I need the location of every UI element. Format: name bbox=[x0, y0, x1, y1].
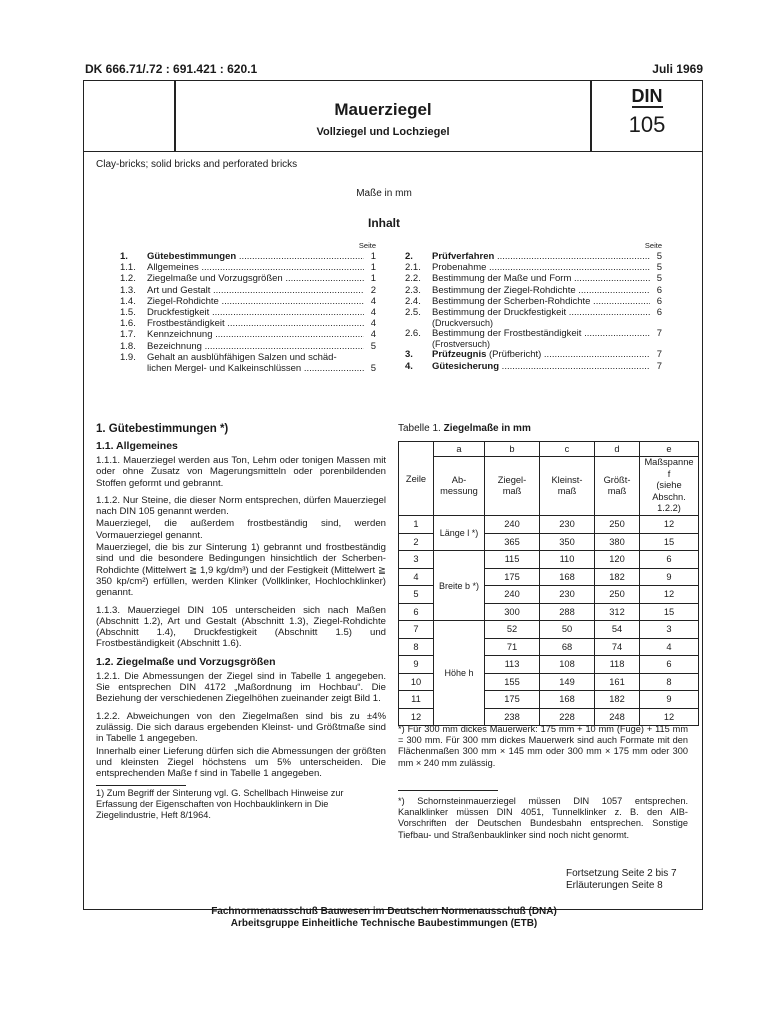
toc-entry-page: 5 bbox=[370, 362, 376, 374]
table-cell-value: 52 bbox=[485, 621, 540, 639]
table-cell-value: 12 bbox=[640, 708, 699, 726]
toc-entry-page: 7 bbox=[656, 349, 662, 361]
toc-entry-page: 1 bbox=[370, 273, 376, 285]
table-cell-zeile: 5 bbox=[399, 586, 434, 604]
toc-entry-title-text: Bezeichnung bbox=[147, 340, 202, 352]
table-cell-value: 350 bbox=[540, 533, 595, 551]
toc-entry-title bbox=[147, 296, 364, 307]
table-cell-value: 6 bbox=[640, 656, 699, 674]
toc-entry-page: 5 bbox=[656, 251, 662, 262]
table-cell-value: 250 bbox=[595, 516, 640, 534]
table-column-letter: e bbox=[640, 442, 699, 457]
toc-entry-title-text: Ziegel-Rohdichte bbox=[147, 295, 219, 307]
table-cell-value: 113 bbox=[485, 656, 540, 674]
table-cell-value: 12 bbox=[640, 586, 699, 604]
toc-entry-page: 5 bbox=[370, 340, 376, 352]
toc-entry-page: 4 bbox=[370, 329, 376, 341]
toc-entry-title bbox=[147, 363, 364, 374]
toc-entry-title-text: Prüfzeugnis bbox=[432, 349, 487, 361]
toc-entry bbox=[120, 262, 376, 273]
toc-entry-page: 4 bbox=[370, 318, 376, 330]
table-title-prefix: Tabelle 1. bbox=[398, 423, 441, 434]
table-cell-zeile: 8 bbox=[399, 638, 434, 656]
table-cell-value: 250 bbox=[595, 586, 640, 604]
table-letter-row bbox=[399, 442, 699, 457]
toc-page-label: Seite bbox=[644, 241, 662, 250]
toc-entry-title-text: Gehalt an ausblühfähigen Salzen und schäd- bbox=[147, 351, 337, 363]
toc-entry-number: 2.3. bbox=[405, 284, 421, 296]
table-title bbox=[398, 423, 531, 434]
toc-entry-title bbox=[147, 307, 364, 318]
table-cell bbox=[399, 442, 434, 516]
toc-entry bbox=[120, 329, 376, 340]
toc-entry bbox=[120, 352, 376, 363]
table-cell-value: 240 bbox=[485, 586, 540, 604]
toc-entry-title-text: Bestimmung der Maße und Form bbox=[432, 273, 572, 285]
table-column-letter: b bbox=[485, 442, 540, 457]
toc-entry bbox=[405, 285, 662, 296]
toc-entry-title-text: Bestimmung der Scherben-Rohdichte bbox=[432, 295, 591, 307]
table-cell-zeile: 11 bbox=[399, 691, 434, 709]
din-number: 105 bbox=[628, 112, 666, 137]
toc-entry-title-text: Bestimmung der Druckfestigkeit bbox=[432, 306, 567, 318]
table-cell-value: 161 bbox=[595, 673, 640, 691]
toc-entry-page: 6 bbox=[656, 306, 662, 318]
table-row bbox=[399, 551, 699, 569]
table-cell-value: 110 bbox=[540, 551, 595, 569]
toc-entry-number: 2.5. bbox=[405, 306, 421, 318]
toc-entry-number: 4. bbox=[405, 360, 413, 372]
paragraph: Mauerziegel, die bis zur Sinterung 1) gebrannt und frostbeständig sind und die besondere Bedingungen hinsichtlich der Scherben-Rohdichte (Mittelwert ≧ 1,9 kg/dm³) und der Festigkeit (Mittelwert ≧ 350 kp/cm²) erfüllen, werden Klinker (Vollklinker, Hochlochklinker) genannt. bbox=[96, 542, 386, 599]
toc-entry-title bbox=[147, 341, 364, 352]
table-header-cell: Ziegel- maß bbox=[485, 457, 540, 516]
toc-entry-page: 4 bbox=[370, 295, 376, 307]
table-cell-zeile: 3 bbox=[399, 551, 434, 569]
table-row bbox=[399, 621, 699, 639]
toc-entry-page: 2 bbox=[370, 284, 376, 296]
toc-entry-page: 5 bbox=[656, 273, 662, 285]
table-cell-value: 380 bbox=[595, 533, 640, 551]
toc-entry-number: 1. bbox=[120, 251, 128, 262]
table-cell-zeile: 9 bbox=[399, 656, 434, 674]
toc-entry-number: 2.4. bbox=[405, 295, 421, 307]
document-subtitle: Vollziegel und Lochziegel bbox=[316, 126, 450, 138]
toc-entry-number: 1.7. bbox=[120, 329, 136, 341]
toc-entry bbox=[405, 273, 662, 284]
toc-page-label: Seite bbox=[358, 241, 376, 250]
toc-left-column bbox=[120, 241, 376, 374]
toc-entry-title bbox=[432, 251, 650, 262]
toc-entry-title bbox=[432, 262, 650, 273]
paragraph: Innerhalb einer Lieferung dürfen sich die Abmessungen der größten und kleinsten Ziegel höchstens um 5% unterscheiden. Die entsprechenden Maße f sind in Tabelle 1 angegeben. bbox=[96, 745, 386, 780]
table-cell-value: 115 bbox=[485, 551, 540, 569]
table-cell-value: 15 bbox=[640, 533, 699, 551]
continuation-line: Fortsetzung Seite 2 bis 7 bbox=[566, 868, 677, 879]
section-footnote: *) Schornsteinmauerziegel müssen DIN 1057 entsprechen. Kanalklinker müssen DIN 4051, Tunnelklinker z. B. den AIB-Vorschriften der Deutschen Bundesbahn entsprechen. Sonstige Tiefbau- und Straßenbauklinker sind noch nicht genormt. bbox=[398, 796, 688, 840]
footnote: 1) Zum Begriff der Sinterung vgl. G. Schellbach Hinweise zur Erfassung der Eigenschaften von Hochbauklinkern in Die Ziegelindustrie, Heft 8/1964. bbox=[96, 788, 344, 821]
toc-entry bbox=[405, 361, 662, 372]
table-cell-value: 71 bbox=[485, 638, 540, 656]
paragraph: 1.1.2. Nur Steine, die dieser Norm entsprechen, dürfen Mauerziegel nach DIN 105 genannt werden. bbox=[96, 494, 386, 518]
table-cell-dimension: Höhe h bbox=[434, 621, 485, 726]
table-column-letter: c bbox=[540, 442, 595, 457]
toc-entry-number: 2.1. bbox=[405, 262, 421, 274]
toc-entry-title-text: Druckfestigkeit bbox=[147, 306, 210, 318]
table-footnote: *) Für 300 mm dickes Mauerwerk: 175 mm + 10 mm (Fuge) + 115 mm = 300 mm. Für 300 mm dickes Mauerwerk sind auch Formate mit den Flächenmaßen 300 mm × 145 mm oder 300 mm × 175 mm oder 300 mm × 240 mm zulässig. bbox=[398, 724, 688, 768]
toc-entry-title bbox=[147, 273, 364, 284]
english-title: Clay-bricks; solid bricks and perforated bricks bbox=[96, 159, 298, 170]
table-cell-value: 9 bbox=[640, 691, 699, 709]
table-cell-value: 15 bbox=[640, 603, 699, 621]
toc-entry-number: 1.1. bbox=[120, 262, 136, 274]
footnote-rule bbox=[398, 790, 498, 791]
toc-right-column bbox=[405, 241, 662, 372]
table-column-letter: d bbox=[595, 442, 640, 457]
toc-entry-page: 6 bbox=[656, 284, 662, 296]
paragraph: Mauerziegel, die außerdem frostbeständig sind, werden Vormauerziegel genannt. bbox=[96, 518, 386, 541]
toc-entry-title bbox=[147, 352, 376, 363]
table-cell-value: 230 bbox=[540, 516, 595, 534]
table-cell-value: 9 bbox=[640, 568, 699, 586]
table-cell-value: 300 bbox=[485, 603, 540, 621]
units-note: Maße in mm bbox=[356, 188, 412, 199]
table-cell-value: 288 bbox=[540, 603, 595, 621]
toc-entry bbox=[405, 296, 662, 307]
issuer-footer bbox=[0, 906, 768, 930]
toc-entry-title-text: Kennzeichnung bbox=[147, 329, 213, 341]
toc-entry-title bbox=[432, 307, 650, 318]
table-cell-value: 8 bbox=[640, 673, 699, 691]
table-header-cell: Größt- maß bbox=[595, 457, 640, 516]
toc-entry-page: 1 bbox=[370, 262, 376, 274]
table-cell-dimension: Breite b *) bbox=[434, 551, 485, 621]
continuation-line: Erläuterungen Seite 8 bbox=[566, 880, 663, 891]
toc-entry bbox=[405, 328, 662, 339]
toc-entry-title bbox=[147, 285, 364, 296]
toc-entry-number: 2. bbox=[405, 251, 413, 262]
table-cell-zeile: 10 bbox=[399, 673, 434, 691]
size-table bbox=[398, 441, 699, 726]
table-cell-value: 240 bbox=[485, 516, 540, 534]
table-cell-zeile: 1 bbox=[399, 516, 434, 534]
table-cell-value: 68 bbox=[540, 638, 595, 656]
toc-entry-number: 1.9. bbox=[120, 351, 136, 363]
toc-entry-page: 1 bbox=[370, 251, 376, 262]
toc-entry-title-text: Ziegelmaße und Vorzugsgrößen bbox=[147, 273, 283, 285]
table-header-cell: Maßspanne f (siehe Abschn. 1.2.2) bbox=[640, 457, 699, 516]
toc-entry-page: 4 bbox=[370, 306, 376, 318]
toc-entry-subtitle: (Frostversuch) bbox=[432, 339, 491, 350]
toc-entry-title bbox=[432, 361, 650, 372]
table-cell-value: 228 bbox=[540, 708, 595, 726]
section-heading: 1. Gütebestimmungen *) bbox=[96, 423, 229, 435]
table-cell-zeile: 7 bbox=[399, 621, 434, 639]
toc-entry-title-text: Bestimmung der Frostbeständigkeit bbox=[432, 328, 582, 340]
toc-entry bbox=[120, 285, 376, 296]
toc-entry bbox=[120, 307, 376, 318]
toc-entry-title-text: lichen Mergel- und Kalkeinschlüssen bbox=[147, 362, 302, 374]
toc-entry-number: 2.6. bbox=[405, 328, 421, 340]
table-cell-value: 54 bbox=[595, 621, 640, 639]
table-header-cell: Kleinst- maß bbox=[540, 457, 595, 516]
table-cell-value: 238 bbox=[485, 708, 540, 726]
table-header-zeile: Zeile bbox=[405, 473, 427, 484]
table-header-cell: Ab- messung bbox=[434, 457, 485, 516]
table-cell-value: 175 bbox=[485, 568, 540, 586]
subsection-heading: 1.1. Allgemeines bbox=[96, 440, 178, 452]
toc-entry-page: 5 bbox=[656, 262, 662, 274]
toc-entry bbox=[120, 363, 376, 374]
footnote-rule bbox=[96, 785, 186, 786]
toc-entry-title-text: Allgemeines bbox=[147, 262, 199, 274]
toc-entry-title-extra: (Prüfbericht) bbox=[486, 349, 542, 361]
toc-entry bbox=[120, 318, 376, 329]
toc-entry-page: 6 bbox=[656, 295, 662, 307]
document-title: Mauerziegel bbox=[334, 100, 432, 119]
table-cell-value: 312 bbox=[595, 603, 640, 621]
toc-entry-number: 1.5. bbox=[120, 306, 136, 318]
toc-entry-title bbox=[147, 262, 364, 273]
toc-entry-title-text: Probenahme bbox=[432, 262, 487, 274]
toc-entry-number: 2.2. bbox=[405, 273, 421, 285]
toc-entry bbox=[405, 251, 662, 262]
issuer-line: Arbeitsgruppe Einheitliche Technische Baubestimmungen (ETB) bbox=[230, 918, 538, 929]
toc-entry bbox=[120, 251, 376, 262]
toc-entry-subtitle: (Druckversuch) bbox=[432, 318, 494, 329]
table-cell-value: 155 bbox=[485, 673, 540, 691]
table-cell-value: 175 bbox=[485, 691, 540, 709]
table-cell-value: 108 bbox=[540, 656, 595, 674]
toc-entry-number: 1.4. bbox=[120, 295, 136, 307]
table-cell-value: 230 bbox=[540, 586, 595, 604]
toc-entry bbox=[405, 349, 662, 360]
toc-heading: Inhalt bbox=[368, 216, 400, 230]
toc-entry bbox=[405, 262, 662, 273]
table-cell-value: 182 bbox=[595, 691, 640, 709]
toc-entry-title bbox=[432, 296, 650, 307]
toc-entry bbox=[120, 296, 376, 307]
subsection-heading: 1.2. Ziegelmaße und Vorzugsgrößen bbox=[96, 655, 276, 668]
toc-entry-number: 1.6. bbox=[120, 318, 136, 330]
toc-entry-title-text: Gütesicherung bbox=[432, 360, 500, 372]
table-cell-value: 120 bbox=[595, 551, 640, 569]
toc-entry-title bbox=[147, 251, 364, 262]
table-cell-value: 4 bbox=[640, 638, 699, 656]
table-cell-value: 182 bbox=[595, 568, 640, 586]
table-cell-value: 149 bbox=[540, 673, 595, 691]
table-column-letter: a bbox=[434, 442, 485, 457]
toc-entry-page: 7 bbox=[656, 328, 662, 340]
toc-entry-title bbox=[432, 349, 650, 360]
table-cell-value: 50 bbox=[540, 621, 595, 639]
din-label: DIN bbox=[631, 86, 663, 106]
table-row bbox=[399, 516, 699, 534]
table-cell-value: 248 bbox=[595, 708, 640, 726]
classification-code: DK 666.71/.72 : 691.421 : 620.1 bbox=[85, 62, 258, 76]
paragraph: 1.1.3. Mauerziegel DIN 105 unterscheiden sich nach Maßen (Abschnitt 1.2), Art und Gestalt (Abschnitt 1.3), Ziegel-Rohdichte (Abschnitt 1.4), Druckfestigkeit (Abschnitt 1.5) und Frostbeständigkeit (Abschnitt 1.6). bbox=[96, 604, 386, 650]
table-cell-value: 118 bbox=[595, 656, 640, 674]
paragraph: 1.1.1. Mauerziegel werden aus Ton, Lehm oder tonigen Massen mit oder ohne Zusatz von Magerungsmitteln oder porenbildenden Stoffen geformt und gebrannt. bbox=[96, 455, 386, 489]
toc-entry-title bbox=[432, 328, 650, 339]
issuer-line: Fachnormenausschuß Bauwesen im Deutschen Normenausschuß (DNA) bbox=[211, 906, 557, 917]
toc-entry-title bbox=[432, 285, 650, 296]
toc-entry-title-text: Art und Gestalt bbox=[147, 284, 211, 296]
table-cell-value: 3 bbox=[640, 621, 699, 639]
paragraph: 1.2.2. Abweichungen von den Ziegelmaßen sind bis zu ±4% zulässig. Die sich daraus ergebenden Kleinst- und Größtmaße sind in Tabelle 1 angegeben. bbox=[96, 710, 386, 745]
table-header-row bbox=[399, 457, 699, 516]
toc-entry-title bbox=[147, 329, 364, 340]
paragraph: 1.2.1. Die Abmessungen der Ziegel sind in Tabelle 1 angegeben. Sie entsprechen DIN 4172 „Maßordnung im Hochbau“. Die Beziehung der verschiedenen Ziegelhöhen zueinander zeigt Bild 1. bbox=[96, 670, 386, 705]
table-cell-zeile: 2 bbox=[399, 533, 434, 551]
toc-entry-title-text: Frostbeständigkeit bbox=[147, 318, 225, 330]
toc-entry-number: 3. bbox=[405, 349, 413, 361]
toc-entry bbox=[405, 307, 662, 318]
table-cell-value: 6 bbox=[640, 551, 699, 569]
table-cell-value: 12 bbox=[640, 516, 699, 534]
table-cell-dimension: Länge l *) bbox=[434, 516, 485, 551]
toc-entry bbox=[120, 341, 376, 352]
table-cell-zeile: 12 bbox=[399, 708, 434, 726]
toc-entry-title bbox=[432, 273, 650, 284]
toc-entry-title-text: Gütebestimmungen bbox=[147, 251, 237, 262]
table-cell-zeile: 4 bbox=[399, 568, 434, 586]
toc-entry-title-text: Bestimmung der Ziegel-Rohdichte bbox=[432, 284, 576, 296]
din-logo bbox=[592, 86, 702, 107]
toc-entry-title-text: Prüfverfahren bbox=[432, 251, 495, 262]
toc-entry-number: 1.2. bbox=[120, 273, 136, 285]
publication-date: Juli 1969 bbox=[652, 62, 703, 76]
toc-entry-number: 1.3. bbox=[120, 284, 136, 296]
table-cell-value: 365 bbox=[485, 533, 540, 551]
table-cell-zeile: 6 bbox=[399, 603, 434, 621]
table-cell-value: 168 bbox=[540, 691, 595, 709]
toc-entry bbox=[120, 273, 376, 284]
table-title-text: Ziegelmaße in mm bbox=[443, 423, 531, 434]
toc-entry-number: 1.8. bbox=[120, 340, 136, 352]
table-cell-value: 74 bbox=[595, 638, 640, 656]
toc-entry-title bbox=[147, 318, 364, 329]
continuation-note bbox=[566, 868, 677, 892]
toc-entry-page: 7 bbox=[656, 360, 662, 372]
table-cell-value: 168 bbox=[540, 568, 595, 586]
section-1 bbox=[96, 423, 386, 821]
